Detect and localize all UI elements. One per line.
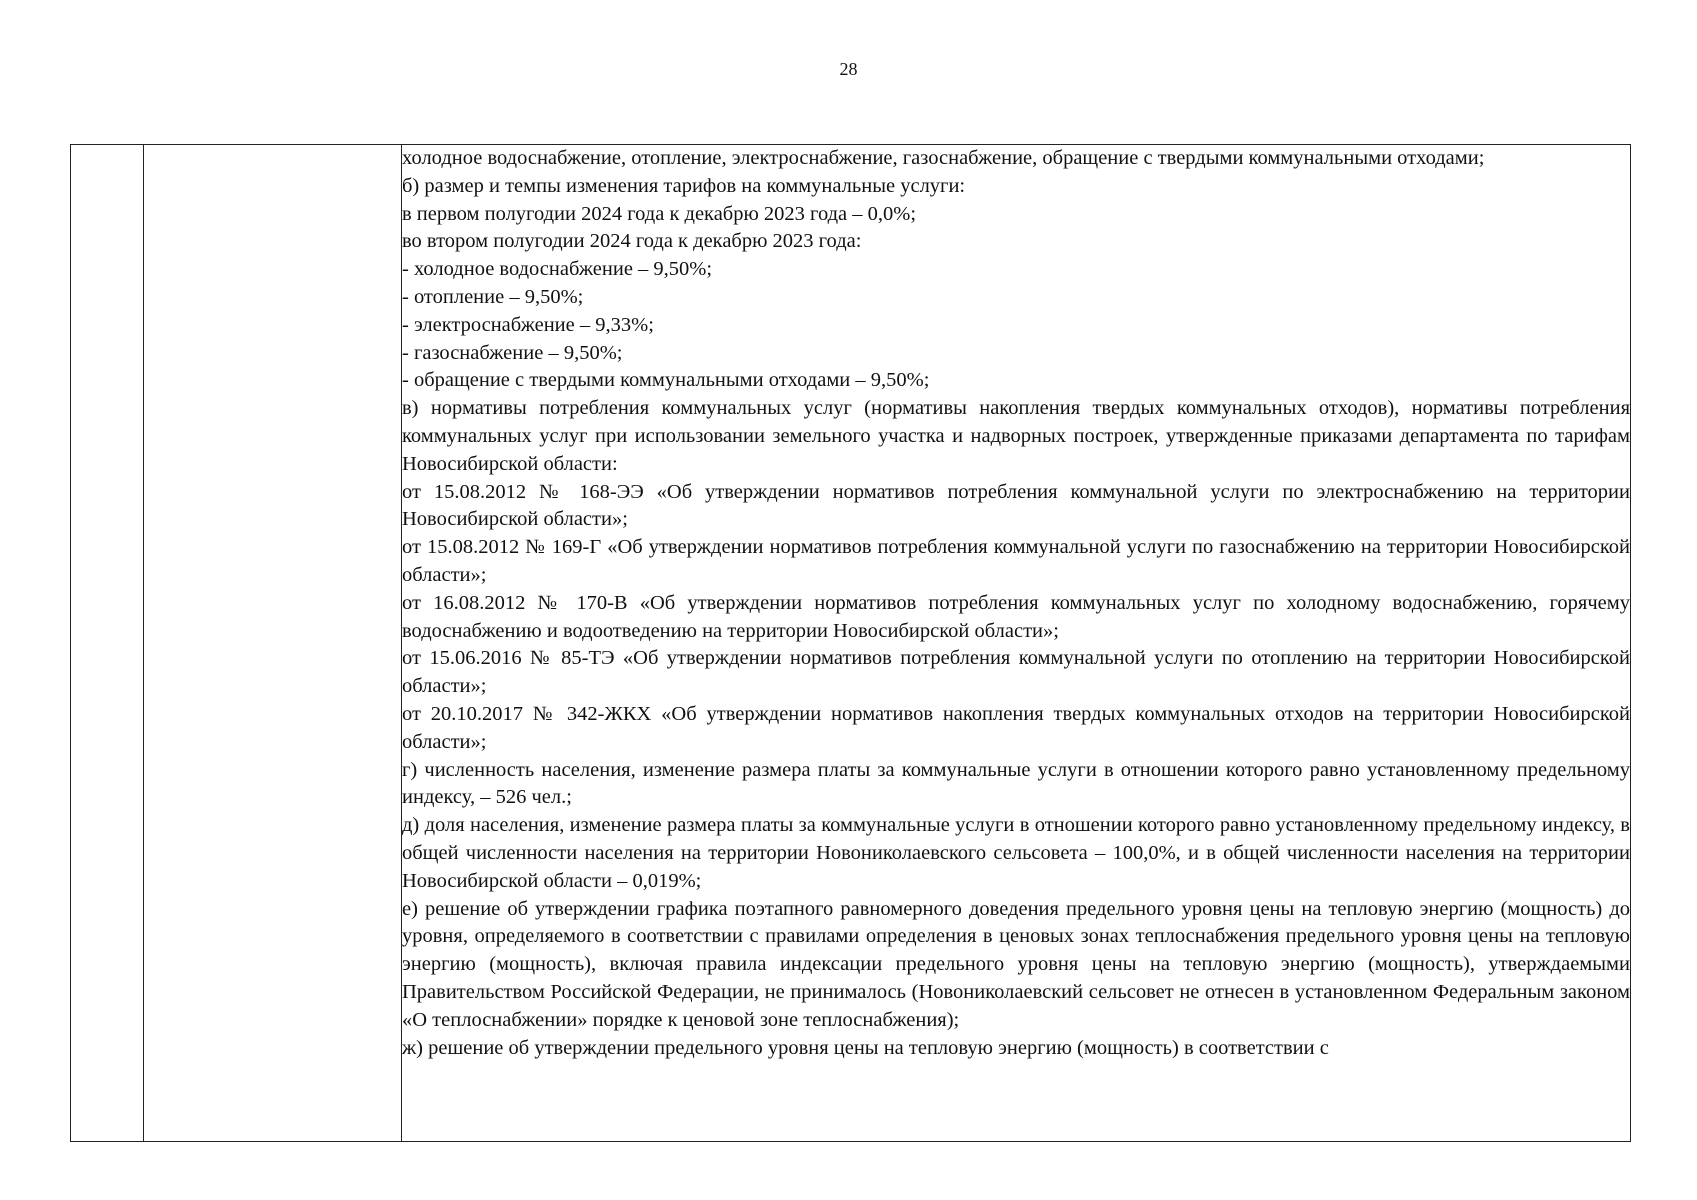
paragraph-order-342: от 20.10.2017 № 342-ЖКХ «Об утверждении нормативов накопления твердых коммунальных отходов на территории Новосибирской области»; <box>402 702 1630 753</box>
paragraph-heat-price-limit: ж) решение об утверждении предельного уровня цены на тепловую энергию (мощность) в соответствии с <box>402 1036 1329 1059</box>
paragraph-order-170: от 16.08.2012 № 170-В «Об утверждении нормативов потребления коммунальных услуг по холодному водоснабжению, горячему водоснабжению и водоотведению на территории Новосибирской области»; <box>402 591 1630 642</box>
paragraph-population-share: д) доля населения, изменение размера платы за коммунальные услуги в отношении которого равно установленному предельному индексу, в общей численности населения на территории Новониколаевского сельсовета – 100,0%, и в общей численности населения на территории Новосибирской области – 0,019%; <box>402 814 1630 892</box>
list-item-heating: - отопление – 9,50%; <box>402 285 584 308</box>
paragraph-order-168: от 15.08.2012 № 168-ЭЭ «Об утверждении нормативов потребления коммунальной услуги по электроснабжению на территории Новосибирской области»; <box>402 480 1630 531</box>
paragraph-order-85: от 15.06.2016 № 85-ТЭ «Об утверждении нормативов потребления коммунальной услуги по отоплению на территории Новосибирской области»; <box>402 647 1630 698</box>
paragraph-tariffs-heading: б) размер и темпы изменения тарифов на коммунальные услуги: <box>402 174 966 197</box>
table-cell-name <box>144 145 402 1142</box>
paragraph-heat-price-schedule: е) решение об утверждении графика поэтапного равномерного доведения предельного уровня цены на тепловую энергию (мощность) до уровня, определяемого в соответствии с правилами определения в ценовых зонах теплоснабжения предельного уровня цены на тепловую энергию (мощность), включая правила индексации предельного уровня цены на тепловую энергию (мощность), утверждаемыми Правительством Российской Федерации, не принималось (Новониколаевский сельсовет не отнесен в установленном Федеральным законом «О теплоснабжении» порядке к ценовой зоне теплоснабжения); <box>402 897 1630 1031</box>
paragraph-services-list: холодное водоснабжение, отопление, электроснабжение, газоснабжение, обращение с твердыми коммунальными отходами; <box>402 147 1485 169</box>
table-cell-content <box>402 145 1631 1142</box>
table-cell-number <box>71 145 144 1142</box>
paragraph-norms: в) нормативы потребления коммунальных услуг (нормативы накопления твердых коммунальных отходов), нормативы потребления коммунальных услуг при использовании земельного участка и надворных построек, утвержденные приказами департамента по тарифам Новосибирской области: <box>402 397 1630 475</box>
paragraph-population-count: г) численность населения, изменение размера платы за коммунальные услуги в отношении которого равно установленному предельному индексу, – 526 чел.; <box>402 758 1630 809</box>
table-row <box>71 145 1631 1142</box>
list-item-cold-water: - холодное водоснабжение – 9,50%; <box>402 258 713 281</box>
list-item-gas: - газоснабжение – 9,50%; <box>402 341 623 364</box>
list-item-waste: - обращение с твердыми коммунальными отходами – 9,50%; <box>402 369 930 392</box>
paragraph-first-half: в первом полугодии 2024 года к декабрю 2023 года – 0,0%; <box>402 202 917 225</box>
paragraph-order-169: от 15.08.2012 № 169-Г «Об утверждении нормативов потребления коммунальной услуги по газоснабжению на территории Новосибирской области»; <box>402 536 1630 586</box>
page-number: 28 <box>839 59 858 79</box>
paragraph-second-half: во втором полугодии 2024 года к декабрю 2023 года: <box>402 230 862 253</box>
list-item-electricity: - электроснабжение – 9,33%; <box>402 313 654 336</box>
document-table <box>70 144 1631 1142</box>
